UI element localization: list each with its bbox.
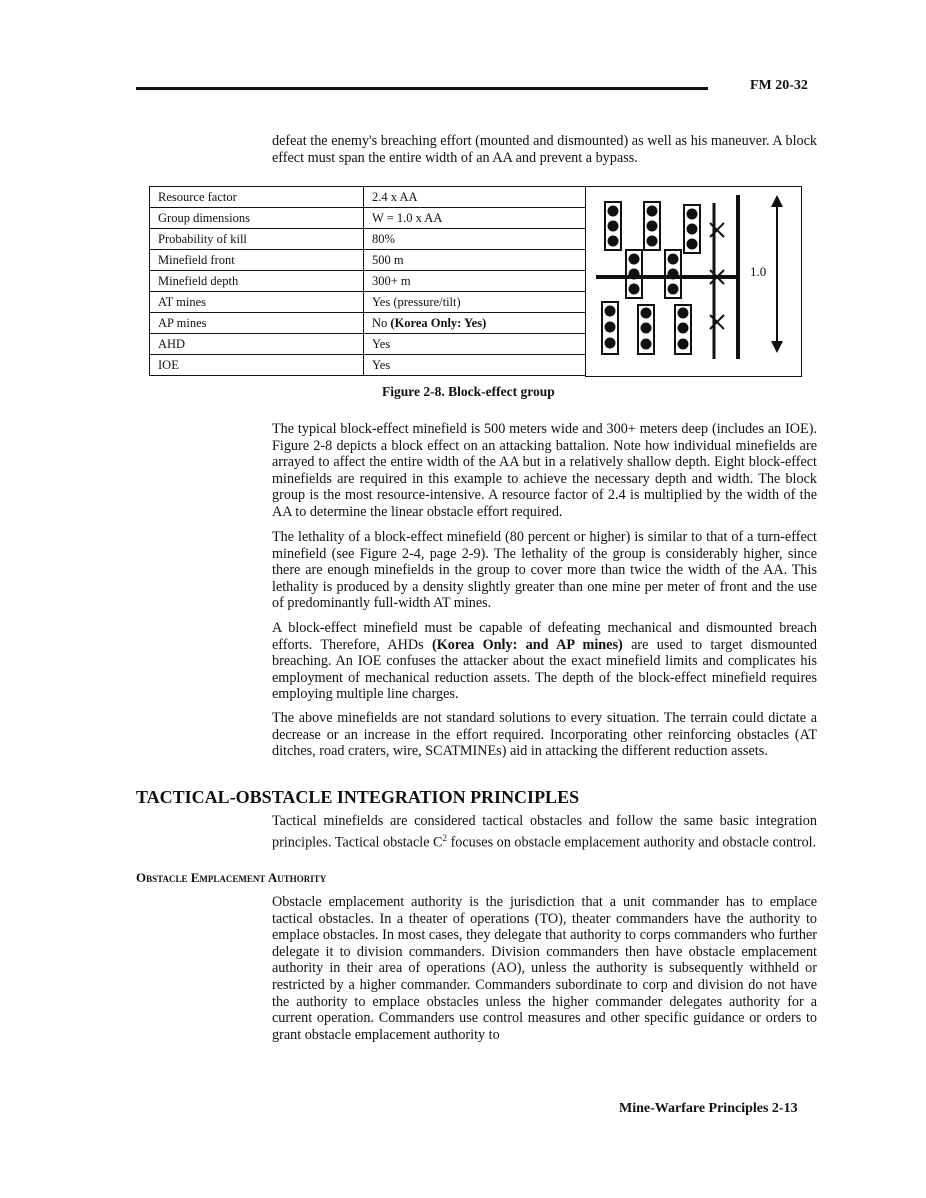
row-label: AT mines xyxy=(150,292,364,313)
section-paragraph xyxy=(272,813,817,851)
minefield-top-2 xyxy=(644,202,660,250)
table-row xyxy=(150,334,586,355)
document-id: FM 20-32 xyxy=(750,78,808,93)
korea-note: (Korea Only: and AP mines) xyxy=(432,636,623,653)
intro-paragraph: defeat the enemy's breaching effort (mounted and dismounted) as well as his maneuver. A block effect must span the entire width of an AA and prevent a bypass. xyxy=(272,133,817,166)
minefield-middle-1 xyxy=(626,250,642,298)
row-label: AHD xyxy=(150,334,364,355)
diagram-svg xyxy=(586,187,801,376)
superscript: 2 xyxy=(442,832,448,843)
paragraph-2: The lethality of a block-effect minefield (80 percent or higher) is similar to that of a turn-effect minefield (see Figure 2-4, page 2-9). The lethality of the group is considerably higher, since there are enough minefields in the group to cover more than twice the width of the AA. This lethality is produced by a density slightly greater than one mine per meter of front and the use of predominantly full-width AT mines. xyxy=(272,529,817,612)
minefield-top-1 xyxy=(605,202,621,250)
table-row xyxy=(150,208,586,229)
row-value-text: 500 m xyxy=(372,252,404,267)
minefield-bottom-2 xyxy=(638,305,654,354)
row-label: Minefield front xyxy=(150,250,364,271)
row-label: Resource factor xyxy=(150,187,364,208)
row-value xyxy=(364,271,586,292)
row-value xyxy=(364,187,586,208)
table-row xyxy=(150,250,586,271)
arrow-up-icon xyxy=(771,195,783,207)
row-value-text: No xyxy=(372,315,388,330)
table-row xyxy=(150,187,586,208)
row-value-text: 2.4 x AA xyxy=(372,189,418,204)
section-title: TACTICAL-OBSTACLE INTEGRATION PRINCIPLES xyxy=(136,787,580,807)
row-label: Probability of kill xyxy=(150,229,364,250)
row-value xyxy=(364,313,586,334)
row-value xyxy=(364,355,586,376)
block-effect-diagram xyxy=(585,186,802,377)
arrow-down-icon xyxy=(771,341,783,353)
row-value xyxy=(364,292,586,313)
row-label: Group dimensions xyxy=(150,208,364,229)
subsection-title: Obstacle Emplacement Authority xyxy=(136,870,327,885)
minefield-middle-2 xyxy=(665,250,681,298)
figure-table-body xyxy=(150,187,586,376)
page-footer: Mine-Warfare Principles 2-13 xyxy=(619,1101,798,1116)
table-row xyxy=(150,271,586,292)
paragraph-3-text-a: A block-effect minefield must be capable of defeating mechanical and dismounted breach efforts. Therefore, AHDs xyxy=(272,620,817,653)
header-rule xyxy=(136,87,708,90)
row-value-text: Yes xyxy=(372,357,391,372)
figure-caption: Figure 2-8. Block-effect group xyxy=(382,384,555,399)
table-row xyxy=(150,292,586,313)
row-label: Minefield depth xyxy=(150,271,364,292)
row-value-text: W = 1.0 x AA xyxy=(372,210,443,225)
minefield-bottom-1 xyxy=(602,302,618,354)
dimension-label: 1.0 xyxy=(750,264,767,279)
section-text-a: Tactical minefields are considered tactical obstacles and follow the same basic integration principles. Tactical obstacle C xyxy=(272,813,817,851)
table-row xyxy=(150,355,586,376)
row-value-bold: (Korea Only: Yes) xyxy=(390,315,487,330)
row-value-text: 80% xyxy=(372,231,395,246)
table-row xyxy=(150,313,586,334)
row-value xyxy=(364,208,586,229)
row-value-text: Yes xyxy=(372,336,391,351)
minefield-top-3 xyxy=(684,205,700,253)
paragraph-3 xyxy=(272,620,817,703)
table-row xyxy=(150,229,586,250)
row-value-text: 300+ m xyxy=(372,273,411,288)
row-label: IOE xyxy=(150,355,364,376)
paragraph-4: The above minefields are not standard solutions to every situation. The terrain could dictate a decrease or an increase in the effort required. Incorporating other reinforcing obstacles (AT ditches, road craters, wire, SCATMINEs) aid in attacking the different reduction assets. xyxy=(272,710,817,760)
section-text-b: focuses on obstacle emplacement authority and obstacle control. xyxy=(447,834,817,851)
paragraph-3-text-b: are used to target dismounted breaching. An IOE confuses the attacker about the exact minefield limits and complicates his employment of mechanical reduction assets. The depth of the block-effect minefield requires employing multiple line charges. xyxy=(272,636,818,703)
row-value xyxy=(364,250,586,271)
minefield-bottom-3 xyxy=(675,305,691,354)
row-value xyxy=(364,229,586,250)
subsection-paragraph: Obstacle emplacement authority is the jurisdiction that a unit commander has to emplace tactical obstacles. In a theater of operations (TO), theater commanders have the authority to emplace obstacles. In most cases, they delegate that authority to corps commanders who further delegate it to division commanders. Division commanders then have obstacle emplacement authority in their area of operations (AO), unless the authority is subsequently withheld or restricted by a higher commander. Commanders subordinate to corp and division do not have the authority to emplace obstacles unless the higher commander delegates authority for a current operation. Commanders use control measures and other specific guidance or orders to grant obstacle emplacement authority to xyxy=(272,894,817,1043)
row-value xyxy=(364,334,586,355)
figure-table xyxy=(149,186,586,376)
row-label: AP mines xyxy=(150,313,364,334)
row-value-text: Yes (pressure/tilt) xyxy=(372,294,461,309)
paragraph-1: The typical block-effect minefield is 500 meters wide and 300+ meters deep (includes an IOE). Figure 2-8 depicts a block effect on an attacking battalion. Note how individual minefields are arrayed to affect the entire width of the AA but in a relatively shallow depth. Eight block-effect minefields are required in this example to achieve the necessary depth and width. The block group is the most resource-intensive. A resource factor of 2.4 is multiplied by the width of the AA to determine the linear obstacle effort required. xyxy=(272,421,817,520)
